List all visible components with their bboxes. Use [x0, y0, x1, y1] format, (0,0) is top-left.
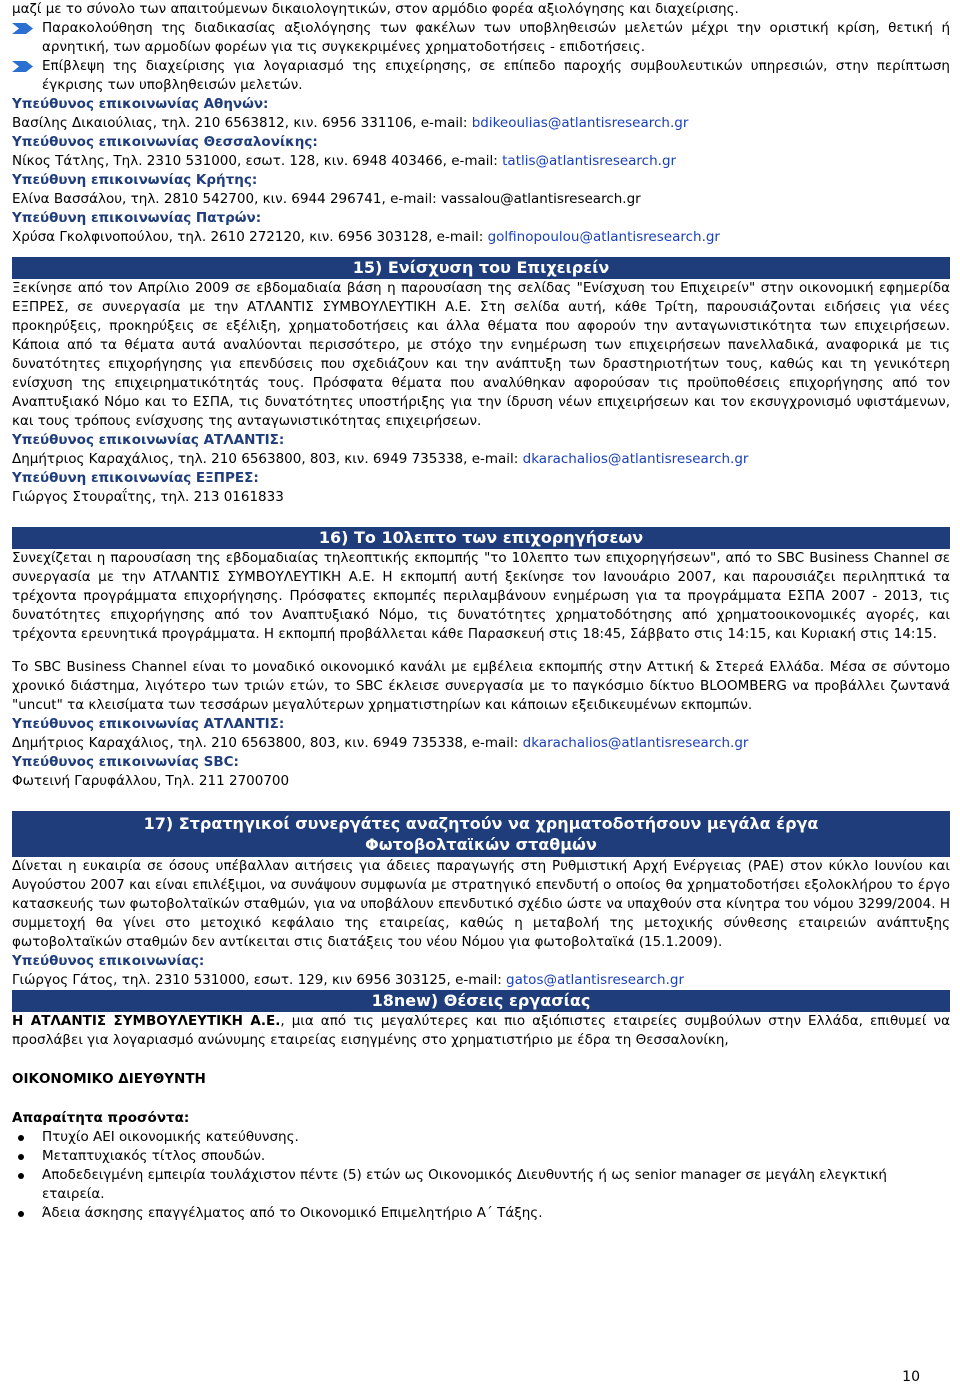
section-heading: 18new) Θέσεις εργασίας: [12, 990, 950, 1012]
contact-line: Χρύσα Γκολφινοπούλου, τηλ. 2610 272120, κιν. 6956 303128, e-mail: golfinopoulou@atlantisresearch.gr: [12, 229, 720, 245]
email-link[interactable]: dkarachalios@atlantisresearch.gr: [522, 735, 749, 751]
bullet-item: [12, 19, 950, 57]
bullet-text: Επίβλεψη της διαχείρισης για λογαριασμό της επιχείρησης, σε επίπεδο παροχής συμβουλευτικών υπηρεσιών, στην περίπτωση έγκρισης των υποβληθεισών μελετών.: [42, 58, 950, 93]
contact-label: Υπεύθυνη επικοινωνίας Πατρών:: [12, 210, 262, 226]
page-number: 10: [902, 1369, 920, 1385]
bullet-dot-icon: [18, 1211, 24, 1217]
heading-line: 17) Στρατηγικοί συνεργάτες αναζητούν να χρηματοδοτήσουν μεγάλα έργα: [143, 814, 819, 833]
position-title: ΟΙΚΟΝΟΜΙΚΟ ΔΙΕΥΘΥΝΤΗ: [12, 1071, 206, 1087]
contact-line: Γιώργος Στουραΐτης, τηλ. 213 0161833: [12, 489, 284, 505]
contact-line: Νίκος Τάτλης, Τηλ. 2310 531000, εσωτ. 128, κιν. 6948 403466, e-mail: tatlis@atlantisresearch.gr: [12, 153, 677, 169]
company-name: Η ΑΤΛΑΝΤΙΣ ΣΥΜΒΟΥΛΕΥΤΙΚΗ Α.Ε.: [12, 1013, 281, 1029]
contact-line: Γιώργος Γάτος, τηλ. 2310 531000, εσωτ. 129, κιν 6956 303125, e-mail: gatos@atlantisresearch.gr: [12, 972, 685, 988]
bullet-dot-icon: [18, 1173, 24, 1179]
email-link[interactable]: bdikeoulias@atlantisresearch.gr: [471, 115, 689, 131]
list-item: Πτυχίο ΑΕΙ οικονομικής κατεύθυνσης.: [12, 1128, 950, 1147]
contact-label: Υπεύθυνη επικοινωνίας ΕΞΠΡΕΣ:: [12, 470, 259, 486]
bullet-item: [12, 57, 950, 95]
email-link[interactable]: gatos@atlantisresearch.gr: [506, 972, 685, 988]
contact-line: Βασίλης Δικαιούλιας, τηλ. 210 6563812, κιν. 6956 331106, e-mail: bdikeoulias@atlantisresearch.gr: [12, 115, 689, 131]
email-link[interactable]: golfinopoulou@atlantisresearch.gr: [487, 229, 720, 245]
section-heading: 15) Ενίσχυση του Επιχειρείν: [12, 257, 950, 279]
contact-line: Ελίνα Βασσάλου, τηλ. 2810 542700, κιν. 6944 296741, e-mail: vassalou@atlantisresearch.gr: [12, 191, 641, 207]
bullet-dot-icon: [18, 1135, 24, 1141]
section-body: Το SBC Business Channel είναι το μοναδικό οικονομικό κανάλι με εμβέλεια εκπομπής στην Αττική & Στερεά Ελλάδα. Μέσα σε σύντομο χρονικό διάστημα, λιγότερο των τριών ετών, το SBC έκλεισε συνεργασία με το παγκόσμιο δίκτυο BLOOMBERG να προβάλλει ζωντανά "uncut" τα κλεισίματα των τεσσάρων μεγαλύτερων χρηματιστηρίων και κάποιων εξειδικευμένων εκπομπών.: [12, 659, 950, 713]
email-link[interactable]: tatlis@atlantisresearch.gr: [502, 153, 677, 169]
section-body: Ξεκίνησε από τον Απρίλιο 2009 σε εβδομαδιαία βάση η παρουσίαση της σελίδας "Ενίσχυση του Επιχειρείν" στην οικονομική εφημερίδα ΕΞΠΡΕΣ, σε συνεργασία με την ΑΤΛΑΝΤΙΣ ΣΥΜΒΟΥΛΕΥΤΙΚΗ Α.Ε. Στη σελίδα αυτή, κάθε Τρίτη, παρουσιάζονται ειδήσεις για νέες προκηρύξεις, προκηρύξεις σε εξέλιξη, χρηματοδοτήσεις και άλλα θέματα που αφορούν την ανταγωνιστικότητα των επιχειρήσεων. Κάποια από τα θέματα αυτά αναλύονται περισσότερο, με στόχο την ενημέρωση των επιχειρήσεων πανελλαδικά, αναφορικά με τις δυνατότητες επιχορήγησης για επενδύσεις που σχεδιάζουν και την ανάπτυξη των δραστηριοτήτων τους, καθώς και τη γενικότερη ενίσχυση της επιχειρηματικότητάς τους. Πρόσφατα θέματα που αναλύθηκαν αφορούσαν τις προϋποθέσεις επιχορήγησης από τον Αναπτυξιακό Νόμο και το ΕΣΠΑ, τις δυνατότητες υποστήριξης για την ίδρυση νέων επιχειρήσεων και τον εκσυγχρονισμό υφιστάμενων, και τους τρόπους ενίσχυσης της ανταγωνιστικότητας επιχειρήσεων.: [12, 280, 950, 429]
contact-line: Δημήτριος Καραχάλιος, τηλ. 210 6563800, 803, κιν. 6949 735338, e-mail: dkarachalios@atlantisresearch.gr: [12, 451, 749, 467]
arrow-bullet-icon: [12, 22, 34, 35]
contact-label: Υπεύθυνη επικοινωνίας Κρήτης:: [12, 172, 258, 188]
document-page: [12, 0, 950, 1223]
heading-line: Φωτοβολταϊκών σταθμών: [365, 835, 597, 854]
list-item: Αποδεδειγμένη εμπειρία τουλάχιστον πέντε (5) ετών ως Οικονομικός Διευθυντής ή ως senior manager σε μεγάλη ελεγκτική εταιρεία.: [12, 1166, 950, 1204]
intro-line: μαζί με το σύνολο των απαιτούμενων δικαιολογητικών, στον αρμόδιο φορέα αξιολόγησης και διαχείρισης.: [12, 1, 739, 17]
section-body: Συνεχίζεται η παρουσίαση της εβδομαδιαίας τηλεοπτικής εκπομπής "το 10λεπτο των επιχορηγήσεων", από το SBC Business Channel σε συνεργασία με την ΑΤΛΑΝΤΙΣ ΣΥΜΒΟΥΛΕΥΤΙΚΗ Α.Ε. Η εκπομπή αυτή ξεκίνησε τον Ιανουάριο 2007, και παρουσιάζει περιληπτικά τα τρέχοντα προγράμματα επιχορήγησης. Πρόσφατες εκπομπές περιλαμβάνουν ενημέρωση για τα προγράμματα ΕΣΠΑ 2007 - 2013, τις δυνατότητες επιχορήγησης από τον Αναπτυξιακό Νόμο, τις δυνατότητες χρηματοδότησης από χρηματοοικονομικές αγορές, και τρέχοντα ερευνητικά προγράμματα. Η εκπομπή προβάλλεται κάθε Παρασκευή στις 18:45, Σάββατο στις 14:15, και Κυριακή στις 14:15.: [12, 550, 950, 642]
arrow-bullet-icon: [12, 60, 34, 73]
contact-label: Υπεύθυνος επικοινωνίας ΑΤΛΑΝΤΙΣ:: [12, 716, 285, 732]
email-link[interactable]: dkarachalios@atlantisresearch.gr: [522, 451, 749, 467]
contact-label: Υπεύθυνος επικοινωνίας ΑΤΛΑΝΤΙΣ:: [12, 432, 285, 448]
contact-label: Υπεύθυνος επικοινωνίας Θεσσαλονίκης:: [12, 134, 318, 150]
list-item: Άδεια άσκησης επαγγέλματος από το Οικονομικό Επιμελητήριο Α΄ Τάξης.: [12, 1204, 950, 1223]
contact-label: Υπεύθυνος επικοινωνίας:: [12, 953, 205, 969]
contact-line: Δημήτριος Καραχάλιος, τηλ. 210 6563800, 803, κιν. 6949 735338, e-mail: dkarachalios@atlantisresearch.gr: [12, 735, 749, 751]
requirements-label: Απαραίτητα προσόντα:: [12, 1110, 190, 1126]
contact-line: Φωτεινή Γαρυφάλλου, Τηλ. 211 2700700: [12, 773, 290, 789]
contact-label: Υπεύθυνος επικοινωνίας Αθηνών:: [12, 96, 269, 112]
section-heading: [12, 811, 950, 857]
contact-label: Υπεύθυνος επικοινωνίας SBC:: [12, 754, 239, 770]
requirements-list: [12, 1128, 950, 1223]
list-item: Μεταπτυχιακός τίτλος σπουδών.: [12, 1147, 950, 1166]
bullet-dot-icon: [18, 1154, 24, 1160]
section-heading: 16) Το 10λεπτο των επιχορηγήσεων: [12, 527, 950, 549]
bullet-text: Παρακολούθηση της διαδικασίας αξιολόγησης των φακέλων των υποβληθεισών μελετών μέχρι την οριστική κρίση, θετική ή αρνητική, των αρμοδίων φορέων για τις συγκεκριμένες χρηματοδοτήσεις - επιδοτήσεις.: [42, 20, 950, 55]
section-body: Δίνεται η ευκαιρία σε όσους υπέβαλλαν αιτήσεις για άδειες παραγωγής στη Ρυθμιστική Αρχή Ενέργειας (ΡΑΕ) στον κύκλο Ιουνίου και Αυγούστου 2007 και είναι επιλέξιμοι, να συνάψουν συμφωνία με στρατηγικό επενδυτή ο οποίος θα χρηματοδοτήσει εξολοκλήρου το έργο κατασκευής των φωτοβολταϊκών σταθμών, για να υποβάλουν επενδυτικό σχέδιο ώστε να υπαχθούν στα κίνητρα του νόμου 3299/2004. Η συμμετοχή θα γίνει στο μετοχικό κεφάλαιο της εταιρείας, καθώς η μεταβολή της μετοχικής σύνθεσης εταιρειών ανάπτυξης φωτοβολταϊκών σταθμών δεν αντίκειται στις διατάξεις του νέου Νόμου για φωτοβολταϊκά (15.1.2009).: [12, 858, 950, 950]
section-body: Η ΑΤΛΑΝΤΙΣ ΣΥΜΒΟΥΛΕΥΤΙΚΗ Α.Ε., μια από τις μεγαλύτερες και πιο αξιόπιστες εταιρείες συμβούλων στην Ελλάδα, επιθυμεί να προσλάβει για λογαριασμό ανώνυμης εταιρείας εισηγμένης στο χρηματιστήριο με έδρα τη Θεσσαλονίκη,: [12, 1013, 950, 1048]
